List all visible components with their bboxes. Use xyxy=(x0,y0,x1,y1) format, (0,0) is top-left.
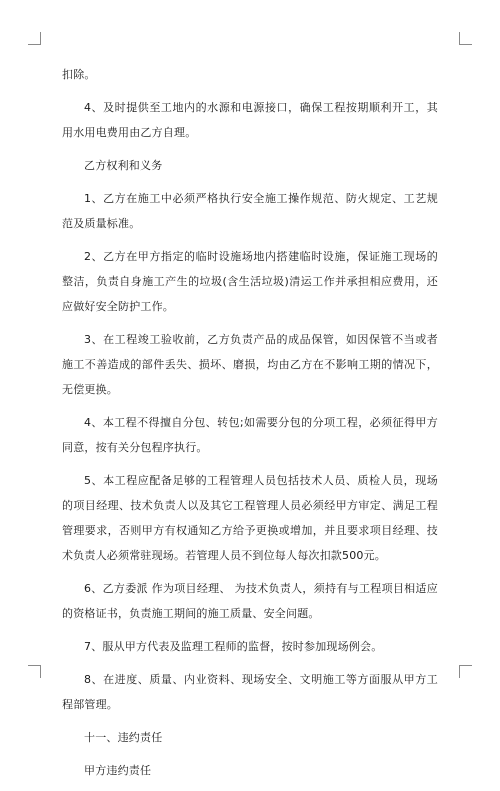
paragraph: 6、乙方委派 作为项目经理、 为技术负责人，须持有与工程项目相适应的资格证书，负责施工期间的施工质量、安全问题。 xyxy=(62,582,438,620)
section-heading: 乙方权利和义务 xyxy=(84,159,163,172)
section-heading: 甲方违约责任 xyxy=(84,764,152,777)
crop-mark-bottom-right xyxy=(459,665,472,678)
paragraph: 4、及时提供至工地内的水源和电源接口，确保工程按期顺利开工，其用水用电费用由乙方自理。 xyxy=(62,101,438,139)
paragraph: 8、在进度、质量、内业资料、现场安全、文明施工等方面服从甲方工程部管理。 xyxy=(62,673,438,711)
paragraph: 3、在工程竣工验收前，乙方负责产品的成品保管，如因保管不当或者施工不善造成的部件丢失、损坏、磨损，均由乙方在不影响工期的情况下，无偿更换。 xyxy=(62,333,438,396)
paragraph: 1、乙方在施工中必须严格执行安全施工操作规范、防火规定、工艺规范及质量标准。 xyxy=(62,192,438,230)
paragraph: 4、本工程不得擅自分包、转包;如需要分包的分项工程，必须征得甲方同意，按有关分包程序执行。 xyxy=(62,416,438,454)
crop-mark-bottom-left xyxy=(28,665,41,678)
paragraph: 7、服从甲方代表及监理工程师的监督，按时参加现场例会。 xyxy=(84,640,383,653)
paragraph: 扣除。 xyxy=(62,68,96,81)
paragraph: 5、本工程应配备足够的工程管理人员包括技术人员、质检人员，现场的项目经理、技术负责人以及其它工程管理人员必须经甲方审定、满足工程管理要求，否则甲方有权通知乙方给予更换或增加，并且要求项目经理、技术负责人必须常驻现场。若管理人员不到位每人每次扣款500元。 xyxy=(62,474,438,562)
paragraph: 2、乙方在甲方指定的临时设施场地内搭建临时设施，保证施工现场的整洁，负责自身施工产生的垃圾(含生活垃圾)清运工作并承担相应费用，还应做好安全防护工作。 xyxy=(62,250,438,313)
section-heading: 十一、违约责任 xyxy=(84,731,163,744)
crop-mark-top-right xyxy=(459,32,472,45)
crop-mark-top-left xyxy=(28,32,41,45)
document-body xyxy=(62,62,438,791)
